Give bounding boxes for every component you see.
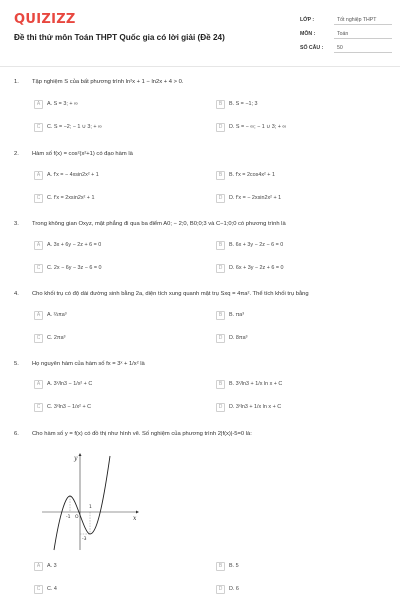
- option-letter: C: [34, 264, 43, 273]
- meta-value: Toán: [334, 29, 392, 39]
- option-text: C. 2πa³: [47, 335, 66, 341]
- meta-row-class: [300, 13, 392, 27]
- option-b[interactable]: [216, 170, 275, 180]
- x-axis-arrow-icon: [136, 511, 139, 514]
- question-number: 3.: [14, 221, 19, 227]
- y-axis-arrow-icon: [79, 453, 82, 456]
- question-number: 2.: [14, 151, 19, 157]
- option-letter: C: [34, 123, 43, 132]
- tick-label: -1: [66, 515, 71, 520]
- tick-label: 1: [89, 505, 92, 510]
- option-text: B. πa³: [229, 312, 245, 318]
- option-letter: B: [216, 562, 225, 571]
- option-text: B. 5: [229, 563, 239, 569]
- option-letter: A: [34, 562, 43, 571]
- question-number: 5.: [14, 361, 19, 367]
- question-3: [14, 220, 386, 228]
- question-5: [14, 360, 386, 368]
- option-d[interactable]: [216, 193, 281, 203]
- option-letter: D: [216, 403, 225, 412]
- quizizz-logo: QUIZIZZ: [14, 12, 76, 27]
- question-text: Trong không gian Oxyz, mặt phẳng đi qua ba điểm A0; − 2;0, B0;0;3 và C−1;0;0 có phương trình là: [32, 221, 286, 227]
- option-text: B. 3ˣ/ln3 + 1/x ln x + C: [229, 381, 283, 387]
- question-number: 1.: [14, 79, 19, 85]
- option-text: C. 3ˣln3 − 1/x² + C: [47, 404, 92, 410]
- option-text: D. S = − ∞; − 1 ∪ 3; + ∞: [229, 124, 287, 130]
- option-a[interactable]: [34, 170, 99, 180]
- option-c[interactable]: [34, 263, 102, 273]
- option-letter: B: [216, 241, 225, 250]
- option-letter: D: [216, 334, 225, 343]
- meta-row-count: [300, 41, 392, 55]
- option-letter: D: [216, 123, 225, 132]
- option-text: D. 3ˣln3 + 1/x ln x + C: [229, 404, 282, 410]
- y-axis-label: y: [74, 455, 78, 462]
- option-c[interactable]: [34, 122, 102, 132]
- option-b[interactable]: [216, 99, 257, 109]
- page-title: Đề thi thử môn Toán THPT Quốc gia có lời giải (Đề 24): [14, 33, 225, 42]
- option-letter: D: [216, 264, 225, 273]
- option-d[interactable]: [216, 263, 284, 273]
- option-c[interactable]: [34, 193, 94, 203]
- question-number: 6.: [14, 431, 19, 437]
- option-text: B. S = −1; 3: [229, 101, 258, 107]
- option-letter: A: [34, 380, 43, 389]
- option-b[interactable]: [216, 561, 239, 571]
- option-letter: B: [216, 311, 225, 320]
- option-text: C. 2x − 6y − 3z − 6 = 0: [47, 265, 102, 271]
- question-text: Hàm số f(x) = cos²(x²+1) có đạo hàm là: [32, 151, 133, 157]
- origin-label: O: [75, 515, 79, 520]
- option-letter: A: [34, 100, 43, 109]
- meta-info: [300, 13, 392, 55]
- meta-value: Tốt nghiệp THPT: [334, 15, 392, 25]
- option-text: D. 6: [229, 586, 239, 592]
- option-b[interactable]: [216, 310, 244, 320]
- option-letter: D: [216, 194, 225, 203]
- question-text: Cho hàm số y = f(x) có đồ thị như hình vẽ. Số nghiệm của phương trình 2|f(x)|-5=0 là:: [32, 431, 252, 437]
- option-d[interactable]: [216, 333, 247, 343]
- option-a[interactable]: [34, 310, 67, 320]
- option-c[interactable]: [34, 333, 65, 343]
- tick-label: -3: [82, 537, 87, 542]
- header-divider: [0, 66, 400, 67]
- meta-value: 50: [334, 43, 392, 53]
- option-text: A. ⅔πa³: [47, 312, 67, 318]
- option-text: C. 4: [47, 586, 57, 592]
- option-text: A. S = 3; + ∞: [47, 101, 78, 107]
- meta-label: SỐ CÂU :: [300, 45, 324, 51]
- option-text: B. 6x + 3y − 2z − 6 = 0: [229, 242, 284, 248]
- option-letter: C: [34, 194, 43, 203]
- option-letter: A: [34, 311, 43, 320]
- question-2: [14, 150, 386, 158]
- option-text: A. 3: [47, 563, 57, 569]
- option-d[interactable]: [216, 402, 281, 412]
- page-header: [0, 0, 400, 66]
- question-6: [14, 430, 386, 438]
- question-number: 4.: [14, 291, 19, 297]
- option-text: B. f′x = 2cos4x² + 1: [229, 172, 275, 178]
- option-text: C. S = −2; − 1 ∪ 3; + ∞: [47, 124, 102, 130]
- question-text: Họ nguyên hàm của hàm số fx = 3ˣ + 1/x² là: [32, 361, 145, 367]
- option-a[interactable]: [34, 99, 78, 109]
- function-graph: [40, 452, 140, 552]
- option-letter: C: [34, 403, 43, 412]
- option-a[interactable]: [34, 379, 92, 389]
- meta-row-subject: [300, 27, 392, 41]
- option-text: D. f′x = − 2xsin2x² + 1: [229, 195, 282, 201]
- option-letter: A: [34, 171, 43, 180]
- option-letter: A: [34, 241, 43, 250]
- question-text: Cho khối trụ có độ dài đường sinh bằng 2a, diện tích xung quanh mặt trụ Sxq = 4πa². Thể tích khối trụ bằng: [32, 291, 309, 297]
- option-c[interactable]: [34, 584, 57, 594]
- question-4: [14, 290, 386, 298]
- meta-label: LỚP :: [300, 17, 315, 23]
- option-letter: C: [34, 334, 43, 343]
- meta-label: MÔN :: [300, 31, 316, 37]
- option-text: C. f′x = 2xsin2x² + 1: [47, 195, 95, 201]
- option-a[interactable]: [34, 561, 57, 571]
- option-b[interactable]: [216, 240, 283, 250]
- option-letter: C: [34, 585, 43, 594]
- option-text: A. f′x = − 4xsin2x² + 1: [47, 172, 99, 178]
- option-c[interactable]: [34, 402, 91, 412]
- option-d[interactable]: [216, 584, 239, 594]
- option-letter: B: [216, 100, 225, 109]
- function-curve: [54, 456, 110, 550]
- option-d[interactable]: [216, 122, 286, 132]
- option-b[interactable]: [216, 379, 282, 389]
- option-a[interactable]: [34, 240, 101, 250]
- option-text: A. 3x + 6y − 2z + 6 = 0: [47, 242, 102, 248]
- option-letter: D: [216, 585, 225, 594]
- option-letter: B: [216, 380, 225, 389]
- question-text: Tập nghiệm S của bất phương trình ln²x + 1 − ln2x + 4 > 0.: [32, 79, 184, 85]
- option-letter: B: [216, 171, 225, 180]
- option-text: A. 3ˣ/ln3 − 1/x² + C: [47, 381, 93, 387]
- option-text: D. 6x + 3y − 2z + 6 = 0: [229, 265, 284, 271]
- option-text: D. 8πa³: [229, 335, 248, 341]
- question-1: [14, 78, 386, 86]
- x-axis-label: x: [133, 515, 137, 522]
